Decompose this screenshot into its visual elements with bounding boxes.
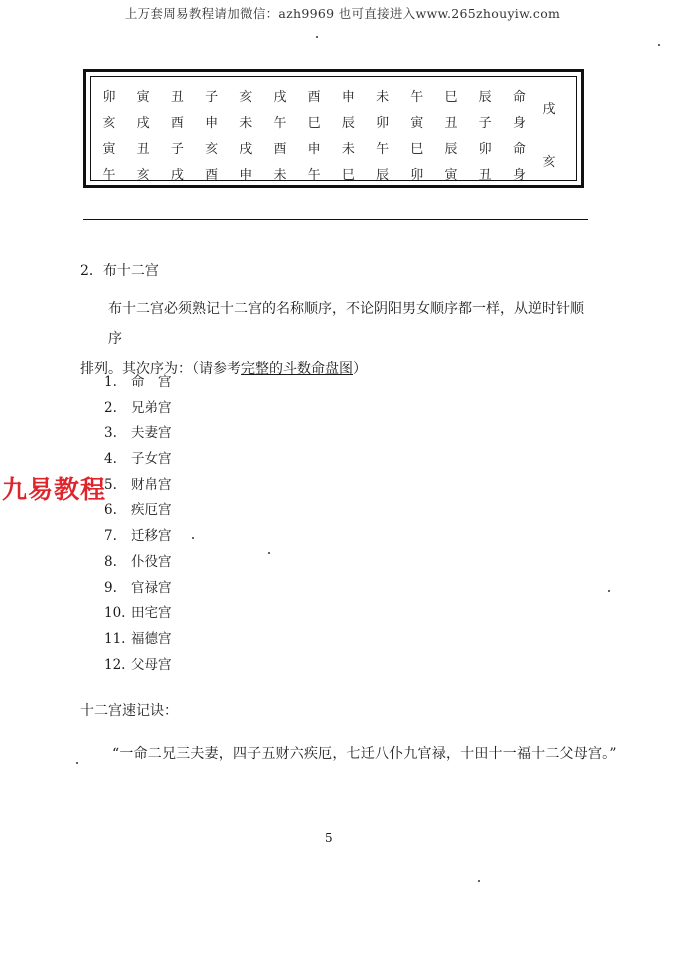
table-cell: 戌: [136, 116, 150, 131]
palace-name: 父母宫: [131, 656, 172, 673]
palace-name: 子女宫: [131, 451, 172, 468]
palace-item: [104, 370, 172, 396]
table-cell: 巳: [307, 116, 321, 131]
palace-item: [104, 601, 172, 627]
table-cell: 亥: [102, 116, 116, 131]
watermark-logo: 九易教程: [2, 475, 107, 504]
table-cell: 寅: [136, 90, 150, 105]
mnemonic-text: “一命二兄三夫妻，四子五财六疾厄，七迁八仆九官禄，十田十一福十二父母宫。”: [112, 746, 617, 762]
palace-number: 4.: [104, 451, 117, 468]
palace-number: 1.: [104, 374, 117, 390]
table-cell: 亥: [239, 90, 253, 105]
palace-number: 3.: [104, 425, 117, 442]
table-side-label: 亥: [542, 155, 556, 170]
intro-line-2-prefix: 排列。其次序为：（请参考: [80, 361, 241, 377]
table-cell: 丑: [170, 90, 184, 105]
palace-name: 命 宫: [131, 374, 172, 390]
scan-speck: [658, 44, 660, 46]
scan-speck: [478, 880, 480, 882]
palace-item: [104, 421, 172, 447]
palace-item: [104, 576, 172, 602]
table-cell: 未: [341, 142, 355, 157]
palace-number: 5.: [104, 476, 117, 493]
branch-table-inner: [90, 76, 577, 181]
table-cell: 命: [512, 142, 526, 157]
palace-item: [104, 396, 172, 422]
palace-list: [104, 370, 172, 678]
table-cell: 丑: [444, 116, 458, 131]
scan-speck: [316, 36, 318, 38]
palace-number: 9.: [104, 579, 117, 596]
table-cell: 午: [307, 168, 321, 183]
table-cell: 巳: [341, 168, 355, 183]
palace-number: 11.: [104, 630, 126, 647]
palace-name: 财帛宫: [131, 476, 172, 493]
table-cell: 午: [102, 168, 116, 183]
table-cell: 酉: [307, 90, 321, 105]
palace-item: [104, 550, 172, 576]
table-cell: 辰: [341, 116, 355, 131]
table-cell: 戌: [239, 142, 253, 157]
section-heading: 2．布十二宫: [80, 263, 159, 279]
palace-item: [104, 498, 172, 524]
palace-item: [104, 524, 172, 550]
page-number: 5: [325, 831, 333, 845]
table-cell: 辰: [478, 90, 492, 105]
palace-name: 福德宫: [131, 630, 172, 647]
table-cell: 丑: [136, 142, 150, 157]
palace-number: 8.: [104, 553, 117, 570]
table-cell: 亥: [136, 168, 150, 183]
scan-speck: [268, 552, 270, 554]
branch-table: [83, 69, 584, 188]
palace-number: 6.: [104, 502, 117, 519]
scan-speck: [76, 762, 78, 764]
table-cell: 卯: [410, 168, 424, 183]
palace-number: 7.: [104, 528, 117, 545]
table-cell: 申: [307, 142, 321, 157]
palace-item: [104, 447, 172, 473]
palace-name: 迁移宫: [131, 528, 172, 545]
palace-name: 夫妻宫: [131, 425, 172, 442]
table-cell: 午: [273, 116, 287, 131]
table-cell: 辰: [376, 168, 390, 183]
table-cell: 卯: [102, 90, 116, 105]
palace-number: 2.: [104, 399, 117, 416]
palace-name: 田宅宫: [131, 605, 172, 622]
table-cell: 寅: [444, 168, 458, 183]
table-cell: 申: [239, 168, 253, 183]
palace-name: 兄弟宫: [131, 399, 172, 416]
table-cell: 未: [239, 116, 253, 131]
table-cell: 辰: [444, 142, 458, 157]
palace-number: 12.: [104, 656, 126, 673]
table-cell: 申: [205, 116, 219, 131]
table-cell: 巳: [444, 90, 458, 105]
table-cell: 酉: [205, 168, 219, 183]
table-cell: 酉: [170, 116, 184, 131]
header-banner: 上万套周易教程请加微信：azh9969 也可直接进入www.265zhouyiw.com: [124, 6, 561, 21]
table-cell: 子: [170, 142, 184, 157]
table-cell: 子: [205, 90, 219, 105]
table-cell: 身: [512, 168, 526, 183]
divider-rule: [83, 219, 588, 220]
scan-speck: [608, 590, 610, 592]
table-cell: 戌: [170, 168, 184, 183]
chart-reference-link: 完整的斗数命盘图: [241, 361, 353, 377]
intro-line-2-suffix: ）: [353, 361, 367, 377]
scan-speck: [192, 537, 194, 539]
table-cell: 亥: [205, 142, 219, 157]
palace-item: [104, 627, 172, 653]
palace-number: 10.: [104, 605, 126, 622]
table-cell: 子: [478, 116, 492, 131]
palace-name: 仆役宫: [131, 553, 172, 570]
table-cell: 寅: [410, 116, 424, 131]
intro-line-1: 布十二宫必须熟记十二宫的名称顺序，不论阴阳男女顺序都一样，从逆时针顺序: [108, 301, 584, 347]
table-cell: 未: [273, 168, 287, 183]
table-cell: 身: [512, 116, 526, 131]
table-cell: 卯: [478, 142, 492, 157]
table-cell: 午: [376, 142, 390, 157]
table-cell: 寅: [102, 142, 116, 157]
table-cell: 午: [410, 90, 424, 105]
palace-name: 官禄宫: [131, 579, 172, 596]
table-cell: 命: [512, 90, 526, 105]
palace-item: [104, 653, 172, 679]
table-cell: 丑: [478, 168, 492, 183]
table-cell: 酉: [273, 142, 287, 157]
table-cell: 申: [341, 90, 355, 105]
table-cell: 未: [376, 90, 390, 105]
palace-item: [104, 473, 172, 499]
mnemonic-title: 十二宫速记诀：: [80, 703, 178, 719]
table-cell: 卯: [376, 116, 390, 131]
table-side-label: 戌: [542, 102, 556, 117]
table-cell: 巳: [410, 142, 424, 157]
table-cell: 戌: [273, 90, 287, 105]
palace-name: 疾厄宫: [131, 502, 172, 519]
